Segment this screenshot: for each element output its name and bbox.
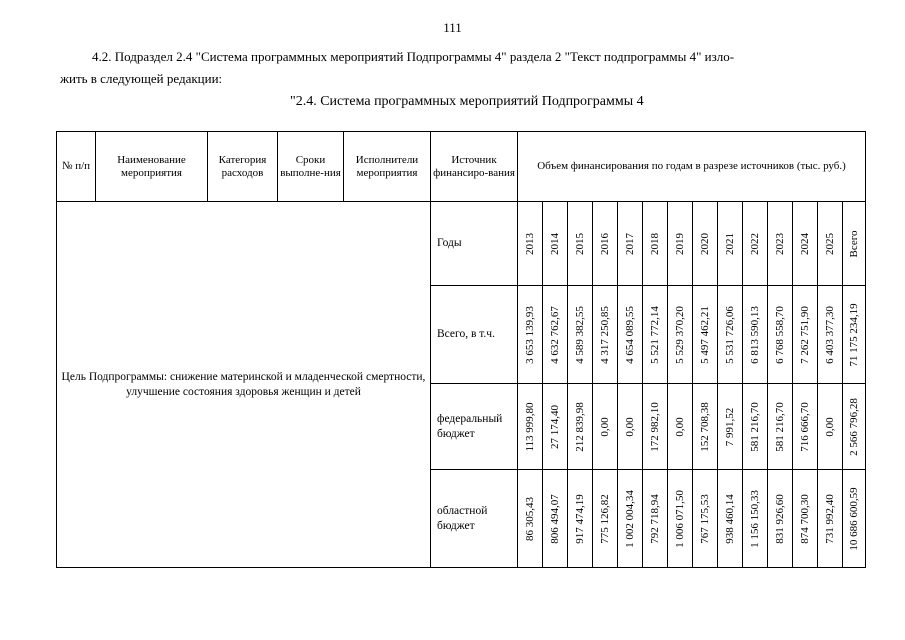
intro-line-2: жить в следующей редакции: — [60, 71, 223, 86]
row-label: Всего, в т.ч. — [431, 286, 518, 384]
value-text: 4 632 762,67 — [549, 305, 561, 364]
year-cell — [568, 202, 593, 286]
value-cell — [618, 286, 643, 384]
value-text: 775 126,82 — [599, 493, 611, 544]
value-text: 874 700,30 — [799, 493, 811, 544]
year-label: 2025 — [824, 232, 836, 255]
row-label: федеральный бюджет — [431, 384, 518, 470]
value-text: 71 175 234,19 — [848, 302, 861, 367]
year-cell — [768, 202, 793, 286]
intro-line-1: 4.2. Подраздел 2.4 "Система программных мероприятий Подпрограммы 4" раздела 2 "Текст подпрограммы 4" изло- — [92, 49, 735, 64]
value-cell — [718, 470, 743, 568]
value-cell — [668, 470, 693, 568]
value-cell — [693, 470, 718, 568]
value-cell — [793, 286, 818, 384]
header-name: Наименование мероприятия — [96, 132, 208, 202]
value-cell — [543, 286, 568, 384]
value-text: 2 566 796,28 — [848, 397, 861, 456]
program-measures-table — [56, 131, 866, 568]
value-cell — [843, 470, 866, 568]
year-cell — [643, 202, 668, 286]
header-terms: Сроки выполне-ния — [278, 132, 344, 202]
year-cell — [543, 202, 568, 286]
year-cell — [693, 202, 718, 286]
year-label: 2020 — [699, 232, 711, 255]
header-row — [57, 132, 866, 202]
value-cell — [643, 470, 668, 568]
value-text: 212 839,98 — [574, 401, 586, 452]
value-cell — [843, 286, 866, 384]
page-number: 111 — [443, 20, 462, 35]
value-cell — [618, 384, 643, 470]
value-text: 831 926,60 — [774, 493, 786, 544]
year-cell — [618, 202, 643, 286]
value-cell — [743, 286, 768, 384]
header-executors: Исполнители мероприятия — [344, 132, 431, 202]
value-text: 4 317 250,85 — [599, 305, 611, 364]
year-label: 2016 — [599, 232, 611, 255]
value-cell — [768, 470, 793, 568]
value-text: 731 992,40 — [824, 493, 836, 544]
value-text: 6 813 590,13 — [749, 305, 761, 364]
value-cell — [593, 286, 618, 384]
year-label: 2023 — [774, 232, 786, 255]
year-cell — [668, 202, 693, 286]
value-cell — [843, 384, 866, 470]
row-label: областной бюджет — [431, 470, 518, 568]
value-cell — [643, 286, 668, 384]
value-text: 7 262 751,90 — [799, 305, 811, 364]
year-label: 2018 — [649, 232, 661, 255]
value-cell — [668, 384, 693, 470]
value-cell — [518, 384, 543, 470]
value-cell — [643, 384, 668, 470]
value-text: 86 305,43 — [524, 496, 536, 541]
value-text: 0,00 — [824, 416, 836, 437]
value-cell — [768, 384, 793, 470]
years-row — [57, 202, 866, 286]
value-cell — [718, 286, 743, 384]
value-text: 172 982,10 — [649, 401, 661, 452]
value-cell — [593, 384, 618, 470]
value-text: 10 686 600,59 — [848, 486, 861, 551]
value-cell — [793, 384, 818, 470]
value-cell — [543, 384, 568, 470]
header-category: Категория расходов — [208, 132, 278, 202]
value-text: 4 654 089,55 — [624, 305, 636, 364]
value-cell — [693, 286, 718, 384]
value-cell — [568, 470, 593, 568]
value-text: 6 768 558,70 — [774, 305, 786, 364]
value-cell — [593, 470, 618, 568]
value-cell — [768, 286, 793, 384]
value-text: 7 991,52 — [724, 407, 736, 446]
goal-cell: Цель Подпрограммы: снижение материнской и младенческой смертности, улучшение состояния здоровья женщин и детей — [57, 202, 431, 568]
year-cell — [793, 202, 818, 286]
year-cell — [743, 202, 768, 286]
value-text: 6 403 377,30 — [824, 305, 836, 364]
value-text: 5 531 726,06 — [724, 305, 736, 364]
value-cell — [568, 286, 593, 384]
value-cell — [793, 470, 818, 568]
value-text: 0,00 — [599, 416, 611, 437]
value-text: 5 529 370,20 — [674, 305, 686, 364]
value-text: 1 156 150,33 — [749, 489, 761, 548]
value-cell — [693, 384, 718, 470]
value-text: 767 175,53 — [699, 493, 711, 544]
value-cell — [743, 384, 768, 470]
value-text: 917 474,19 — [574, 493, 586, 544]
value-text: 5 521 772,14 — [649, 305, 661, 364]
value-cell — [718, 384, 743, 470]
value-text: 0,00 — [674, 416, 686, 437]
value-text: 792 718,94 — [649, 493, 661, 544]
year-cell — [718, 202, 743, 286]
value-cell — [518, 286, 543, 384]
value-cell — [518, 470, 543, 568]
value-text: 716 666,70 — [799, 401, 811, 452]
value-text: 4 589 382,55 — [574, 305, 586, 364]
value-cell — [543, 470, 568, 568]
value-text: 581 216,70 — [774, 401, 786, 452]
section-title: "2.4. Система программных мероприятий Подпрограммы 4 — [290, 94, 644, 109]
value-text: 3 653 139,93 — [524, 305, 536, 364]
value-cell — [668, 286, 693, 384]
value-text: 938 460,14 — [724, 493, 736, 544]
intro-paragraph — [60, 46, 860, 90]
year-label: 2013 — [524, 232, 536, 255]
year-label: 2019 — [674, 232, 686, 255]
value-cell — [618, 470, 643, 568]
value-text: 581 216,70 — [749, 401, 761, 452]
years-label: Годы — [431, 202, 518, 286]
year-label: 2015 — [574, 232, 586, 255]
value-text: 806 494,07 — [549, 493, 561, 544]
year-cell — [593, 202, 618, 286]
value-cell — [818, 470, 843, 568]
year-label: Всего — [848, 230, 861, 257]
header-volume: Объем финансирования по годам в разрезе источников (тыс. руб.) — [518, 132, 866, 202]
year-label: 2024 — [799, 232, 811, 255]
year-label: 2014 — [549, 232, 561, 255]
header-source: Источник финансиро-вания — [431, 132, 518, 202]
value-text: 152 708,38 — [699, 401, 711, 452]
value-cell — [743, 470, 768, 568]
year-label: 2022 — [749, 232, 761, 255]
year-cell — [818, 202, 843, 286]
value-cell — [568, 384, 593, 470]
year-label: 2017 — [624, 232, 636, 255]
year-label: 2021 — [724, 232, 736, 255]
year-cell — [518, 202, 543, 286]
value-text: 113 999,80 — [524, 401, 536, 452]
value-text: 0,00 — [624, 416, 636, 437]
value-text: 1 006 071,50 — [674, 489, 686, 548]
value-text: 1 002 004,34 — [624, 489, 636, 548]
value-text: 5 497 462,21 — [699, 305, 711, 364]
value-cell — [818, 384, 843, 470]
year-cell — [843, 202, 866, 286]
value-cell — [818, 286, 843, 384]
header-no: № п/п — [57, 132, 96, 202]
value-text: 27 174,40 — [549, 404, 561, 449]
